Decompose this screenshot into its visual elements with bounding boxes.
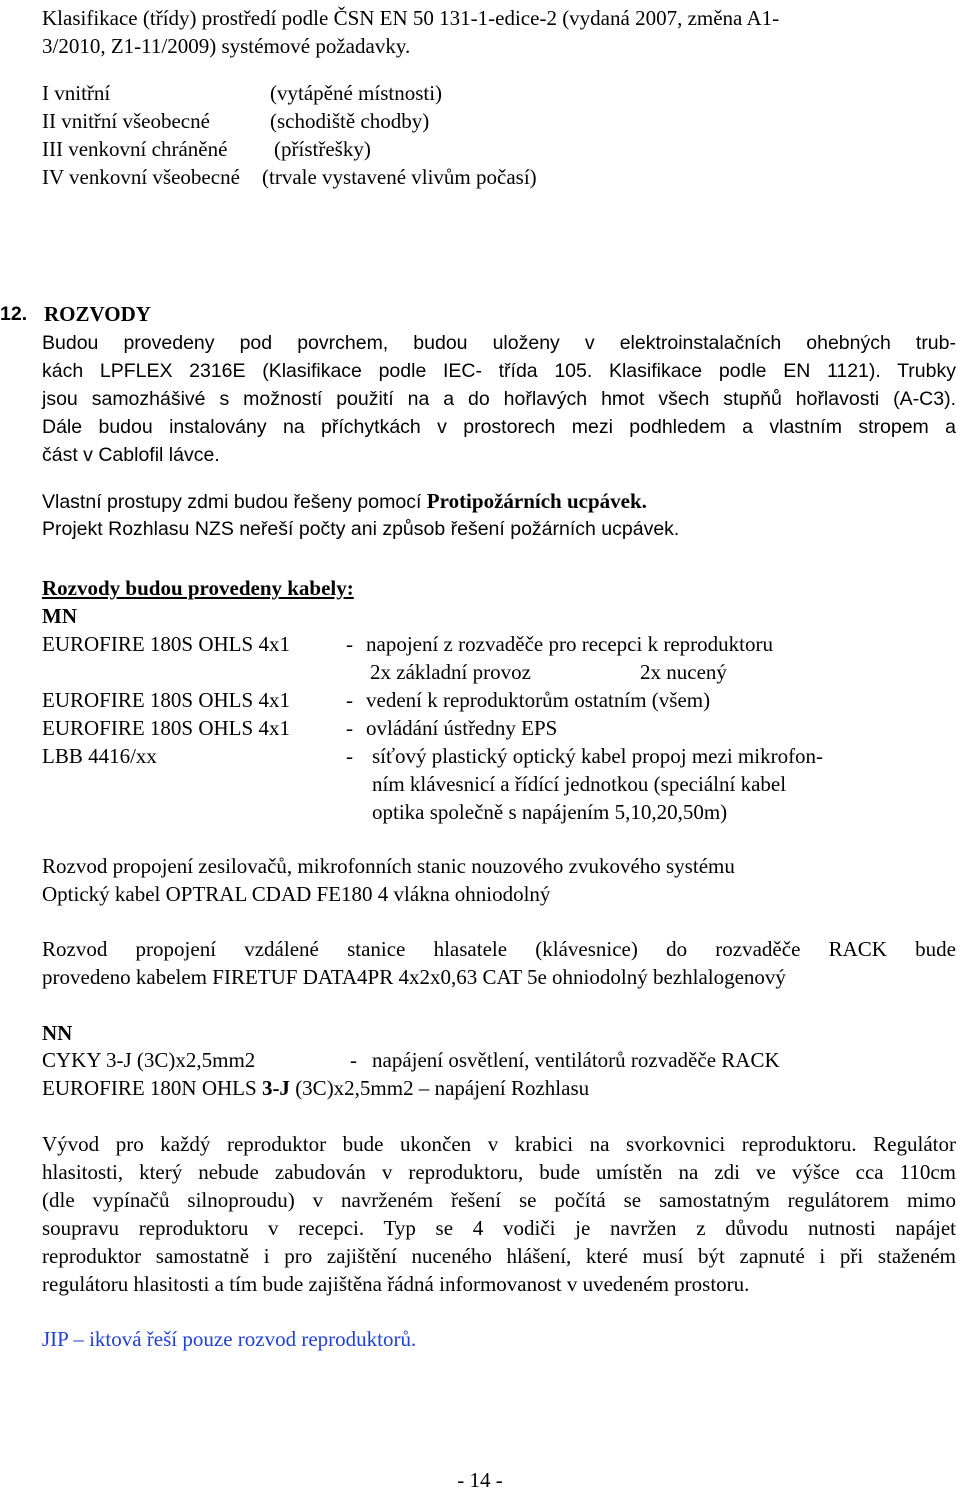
section-number: 12. — [0, 303, 28, 325]
penetration-note: Vlastní prostupy zdmi budou řešeny pomocí Protipožárních ucpávek. — [42, 489, 647, 513]
section-paragraph-line: kách LPFLEX 2316E (Klasifikace podle IEC- třída 105. Klasifikace podle EN 1121). Trubky — [42, 360, 956, 382]
class-desc: (přístřešky) — [274, 137, 371, 161]
cable-desc: ovládání ústředny EPS — [366, 716, 558, 740]
page-number: - 14 - — [457, 1468, 503, 1492]
cable-dash: - — [350, 1048, 357, 1072]
cable-dash: - — [346, 688, 353, 712]
cable-desc: napojení z rozvaděče pro recepci k reproduktoru — [366, 632, 773, 656]
class-label: II vnitřní všeobecné — [42, 109, 210, 133]
cable-dash: - — [346, 632, 353, 656]
fire-seal-emphasis: Protipožárních ucpávek. — [426, 489, 647, 513]
cable-dash: - — [346, 744, 353, 768]
speaker-paragraph-line: reproduktor samostatně i pro zajištění nuceného hlášení, které musí být zapnuté i při staženém — [42, 1244, 956, 1268]
nn-label: NN — [42, 1021, 73, 1045]
class-desc: (schodiště chodby) — [270, 109, 430, 133]
cable-desc: vedení k reproduktorům ostatním (všem) — [366, 688, 711, 712]
section-paragraph-line: část v Cablofil lávce. — [42, 444, 220, 466]
cable-name: EUROFIRE 180S OHLS 4x1 — [42, 632, 290, 656]
speaker-paragraph-line: hlasitosti, který nebude zabudován v reproduktoru, bude umístěn na zdi ve výšce cca 110cm — [42, 1160, 956, 1184]
cable-desc: síťový plastický optický kabel propoj mezi mikrofon- — [372, 744, 824, 768]
provoz-basic: 2x základní provoz — [370, 660, 531, 684]
speaker-paragraph-line: soupravu reproduktoru v recepci. Typ se 4 vodiči je navržen z důvodu nutnosti napájet — [42, 1216, 956, 1240]
class-desc: (trvale vystavené vlivům počasí) — [262, 165, 537, 189]
jip-note: JIP – iktová řeší pouze rozvod reproduktorů. — [42, 1327, 417, 1351]
cable-desc-cont: ním klávesnicí a řídící jednotkou (speciální kabel — [372, 772, 787, 796]
interconnect-line: Optický kabel OPTRAL CDAD FE180 4 vlákna ohniodolný — [42, 882, 551, 906]
cable-desc: napájení osvětlení, ventilátorů rozvaděče RACK — [372, 1048, 780, 1072]
cable-dash: - — [346, 716, 353, 740]
cable-name: EUROFIRE 180S OHLS 4x1 — [42, 716, 290, 740]
remote-station-line: Rozvod propojení vzdálené stanice hlasatele (klávesnice) do rozvaděče RACK bude — [42, 937, 956, 961]
intro-line-2: 3/2010, Z1-11/2009) systémové požadavky. — [42, 34, 411, 58]
speaker-paragraph-line: regulátoru hlasitosti a tím bude zajištěna řádná informovanost v uvedeném prostoru. — [42, 1272, 750, 1296]
seal-scope-note: Projekt Rozhlasu NZS neřeší počty ani způsob řešení požárních ucpávek. — [42, 518, 680, 540]
section-paragraph-line: Dále budou instalovány na příchytkách v prostorech mezi podhledem a vlastním stropem a — [42, 416, 956, 438]
mn-label: MN — [42, 604, 77, 628]
cable-name: EUROFIRE 180S OHLS 4x1 — [42, 688, 290, 712]
speaker-paragraph-line: Vývod pro každý reproduktor bude ukončen v krabici na svorkovnici reproduktoru. Regulátor — [42, 1132, 956, 1156]
class-label: IV venkovní všeobecné — [42, 165, 240, 189]
class-label: I vnitřní — [42, 81, 111, 105]
cable-name: CYKY 3-J (3C)x2,5mm2 — [42, 1048, 256, 1072]
section-paragraph-line: jsou samozhášivé s možností použití na a do hořlavých hmot všech stupňů hořlavosti (A-C3). — [42, 388, 956, 410]
class-desc: (vytápěné místnosti) — [270, 81, 443, 105]
section-title: ROZVODY — [44, 302, 151, 326]
speaker-paragraph-line: (dle vypínačů silnoproudu) v navrženém řešení se počítá se samostatným regulátorem mimo — [42, 1188, 956, 1212]
class-label: III venkovní chráněné — [42, 137, 228, 161]
cable-desc-cont: optika společně s napájením 5,10,20,50m) — [372, 800, 728, 824]
remote-station-line: provedeno kabelem FIRETUF DATA4PR 4x2x0,63 CAT 5e ohniodolný bezhlalogenový — [42, 965, 786, 989]
nn-row-2: EUROFIRE 180N OHLS 3-J (3C)x2,5mm2 – napájení Rozhlasu — [42, 1076, 590, 1100]
provoz-forced: 2x nucený — [640, 660, 727, 684]
intro-line-1: Klasifikace (třídy) prostředí podle ČSN EN 50 131-1-edice-2 (vydaná 2007, změna A1- — [42, 6, 780, 30]
cables-heading: Rozvody budou provedeny kabely: — [42, 576, 354, 600]
cable-name: LBB 4416/xx — [42, 744, 157, 768]
section-paragraph-line: Budou provedeny pod povrchem, budou uloženy v elektroinstalačních ohebných trub- — [42, 332, 956, 354]
interconnect-line: Rozvod propojení zesilovačů, mikrofonních stanic nouzového zvukového systému — [42, 854, 735, 878]
